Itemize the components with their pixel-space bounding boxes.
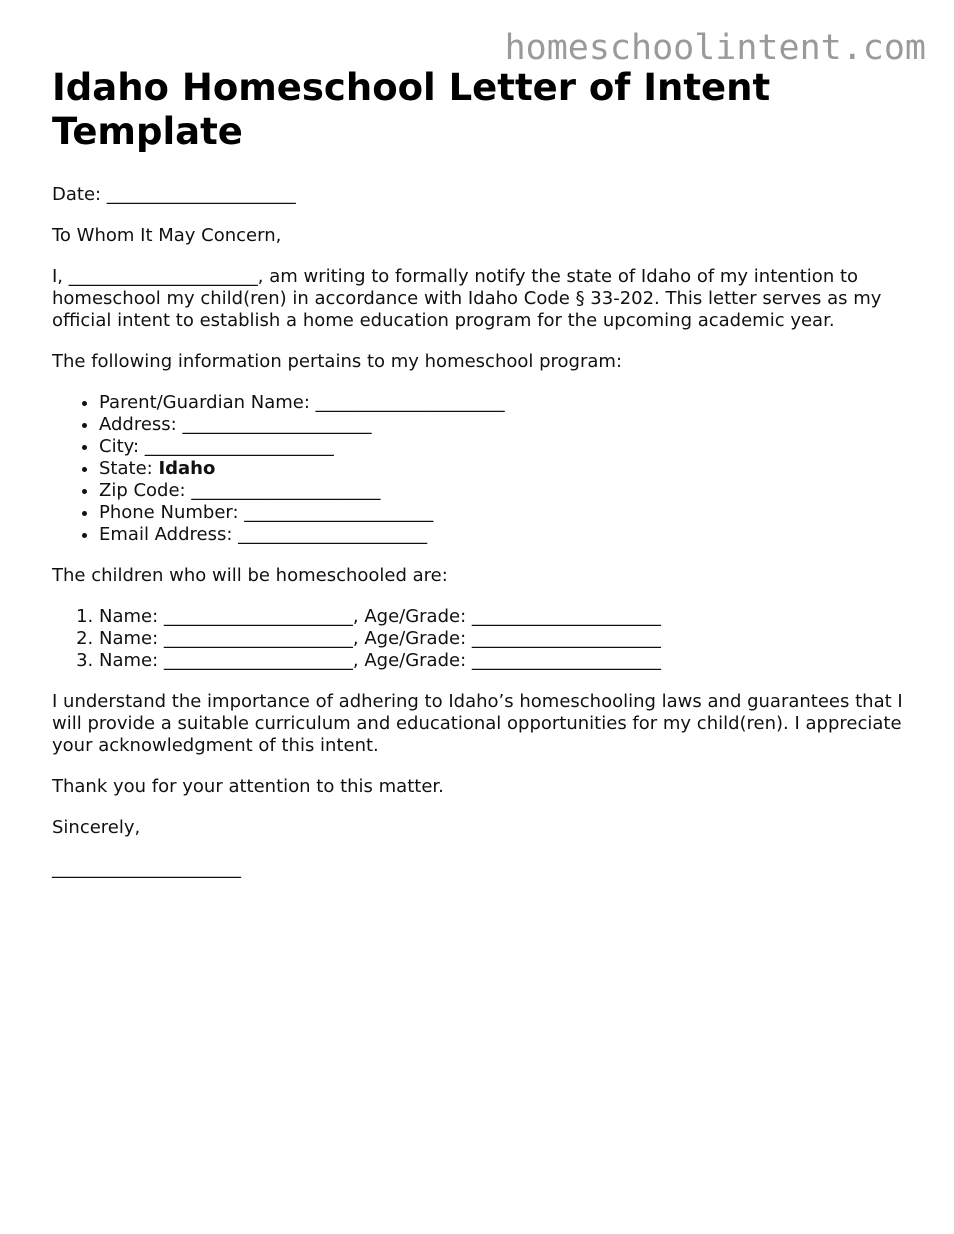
letter-document [52, 66, 922, 899]
info-item-zip-code: • Zip Code: _____________________ [99, 480, 922, 502]
thanks-line: Thank you for your attention to this matter. [52, 776, 444, 797]
info-item-parent-name: • Parent/Guardian Name: _____________________ [99, 392, 922, 414]
child-entry: 2. Name: _____________________, Age/Grade: _____________________ [99, 628, 922, 650]
intro-paragraph: I, _____________________, am writing to formally notify the state of Idaho of my intention to homeschool my child(ren) in accordance with Idaho Code § 33-202. This letter serves as my official intent to establish a home education program for the upcoming academic year. [52, 266, 882, 331]
info-item-address: • Address: _____________________ [99, 414, 922, 436]
site-watermark: homeschoolintent.com [504, 28, 926, 68]
children-heading: The children who will be homeschooled are: [52, 565, 448, 586]
page-title: Idaho Homeschool Letter of Intent Template [52, 66, 771, 153]
date-line: Date: _____________________ [52, 184, 296, 205]
closing-paragraph: I understand the importance of adhering to Idaho’s homeschooling laws and guarantees that I will provide a suitable curriculum and educational opportunities for my child(ren). I appreciate your acknowledgment of this intent. [52, 691, 903, 756]
salutation: To Whom It May Concern, [52, 225, 282, 246]
info-item-phone-number: • Phone Number: _____________________ [99, 502, 922, 524]
child-entry: 3. Name: _____________________, Age/Grade: _____________________ [99, 650, 922, 672]
signoff: Sincerely, [52, 817, 141, 838]
program-info-list [52, 392, 922, 546]
signature-line: _____________________ [52, 858, 241, 879]
info-item-state: • State: Idaho [99, 458, 922, 480]
info-heading: The following information pertains to my homeschool program: [52, 351, 623, 372]
info-item-city: • City: _____________________ [99, 436, 922, 458]
info-item-email-address: • Email Address: _____________________ [99, 524, 922, 546]
children-list [52, 606, 922, 672]
child-entry: 1. Name: _____________________, Age/Grade: _____________________ [99, 606, 922, 628]
state-value: Idaho [158, 458, 216, 479]
